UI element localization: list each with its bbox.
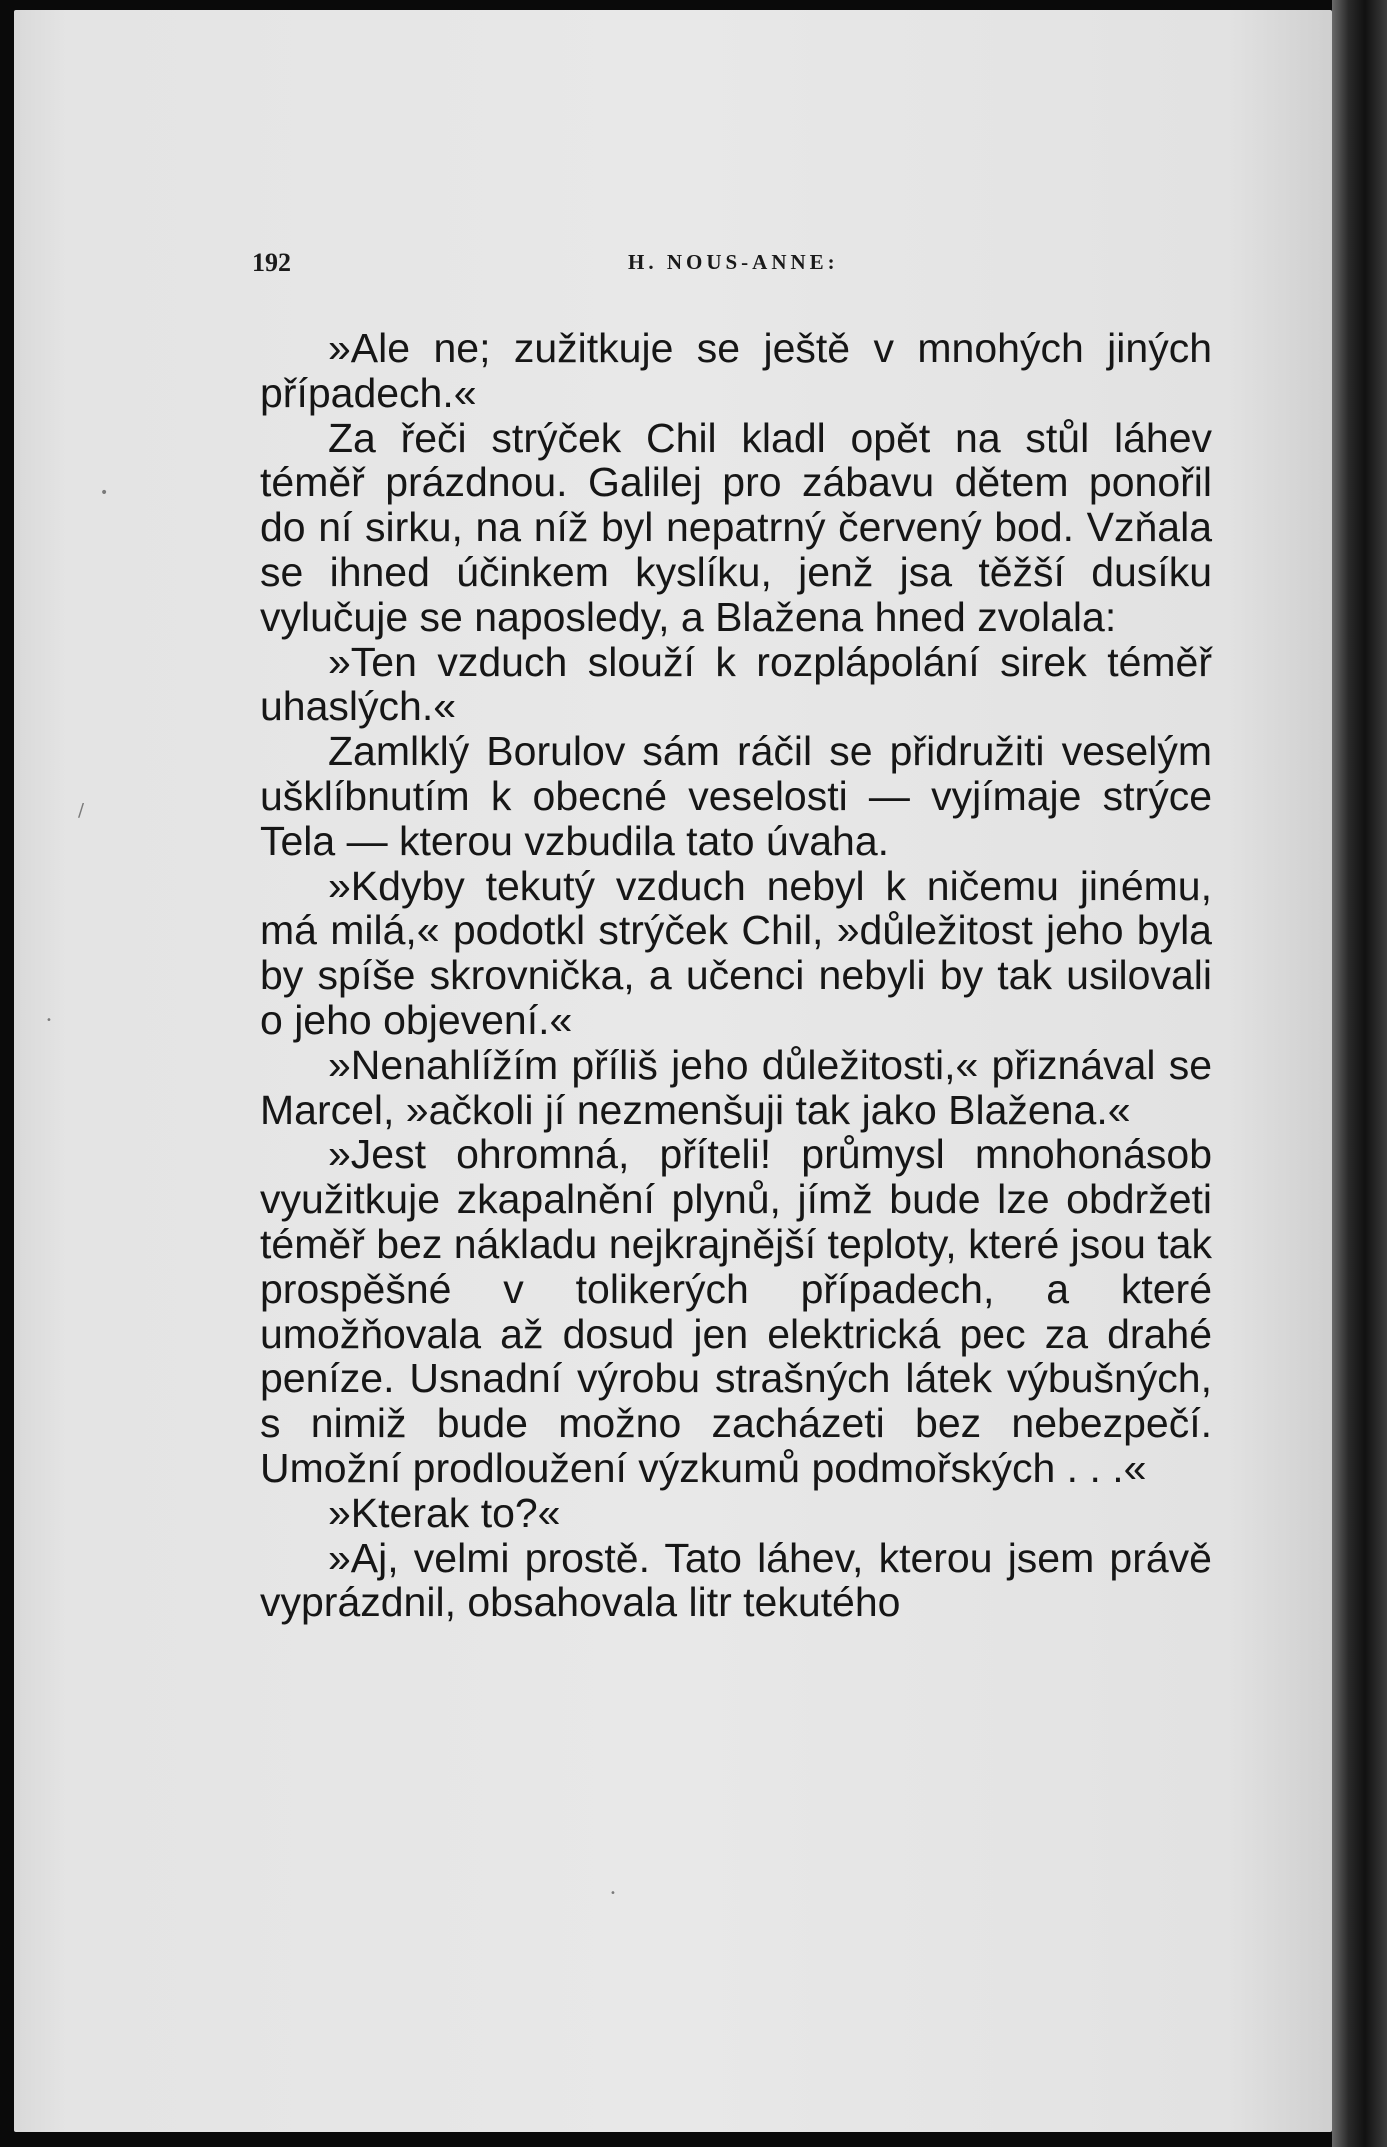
paragraph: »Ale ne; zužitkuje se ještě v mnohých jiných případech.« bbox=[260, 325, 1212, 416]
page-number: 192 bbox=[252, 248, 291, 277]
paragraph: »Kterak to?« bbox=[328, 1489, 561, 1536]
paragraph: »Nenahlížím příliš jeho důležitosti,« přiznával se Marcel, »ačkoli jí nezmenšuji tak jako Blažena.« bbox=[260, 1041, 1212, 1133]
paragraph: »Aj, velmi prostě. Tato láhev, kterou jsem právě vyprázdnil, obsahovala litr tekutého bbox=[260, 1534, 1212, 1626]
margin-speck: • bbox=[610, 1888, 616, 1899]
margin-speck: • bbox=[100, 485, 109, 501]
margin-speck: / bbox=[78, 800, 85, 821]
book-spine bbox=[1332, 0, 1387, 2147]
page-header bbox=[252, 248, 1212, 278]
margin-speck: • bbox=[46, 1015, 52, 1026]
running-title: H. NOUS-ANNE: bbox=[628, 250, 839, 274]
paragraph: »Kdyby tekutý vzduch nebyl k ničemu jinému, má milá,« podotkl strýček Chil, »důležitost jeho byla by spíše skrovnička, a učenci nebyli by tak usilovali o jeho objevení.« bbox=[260, 862, 1212, 1043]
paragraph: Za řeči strýček Chil kladl opět na stůl láhev téměř prázdnou. Galilej pro zábavu dětem ponořil do ní sirku, na níž byl nepatrný červený bod. Vzňala se ihned účinkem kyslíku, jenž jsa těžší dusíku vylučuje se naposledy, a Blažena hned zvolala: bbox=[260, 414, 1212, 640]
paragraph: »Ten vzduch slouží k rozplápolání sirek téměř uhaslých.« bbox=[260, 638, 1212, 730]
body-text bbox=[260, 326, 1212, 1625]
paragraph: »Jest ohromná, příteli! průmysl mnohonásob využitkuje zkapalnění plynů, jímž bude lze obdržeti téměř bez nákladu nejkrajnější teploty, které jsou tak prospěšné v tolikerých případech, a které umožňovala až dosud jen elektrická pec za drahé peníze. Usnadní výrobu strašných látek výbušných, s nimiž bude možno zacházeti bez nebezpečí. Umožní prodloužení výzkumů podmořských . . .« bbox=[260, 1131, 1212, 1491]
paragraph: Zamlklý Borulov sám ráčil se přidružiti veselým ušklíbnutím k obecné veselosti — vyjímaje strýce Tela — kterou vzbudila tato úvaha. bbox=[260, 728, 1212, 864]
